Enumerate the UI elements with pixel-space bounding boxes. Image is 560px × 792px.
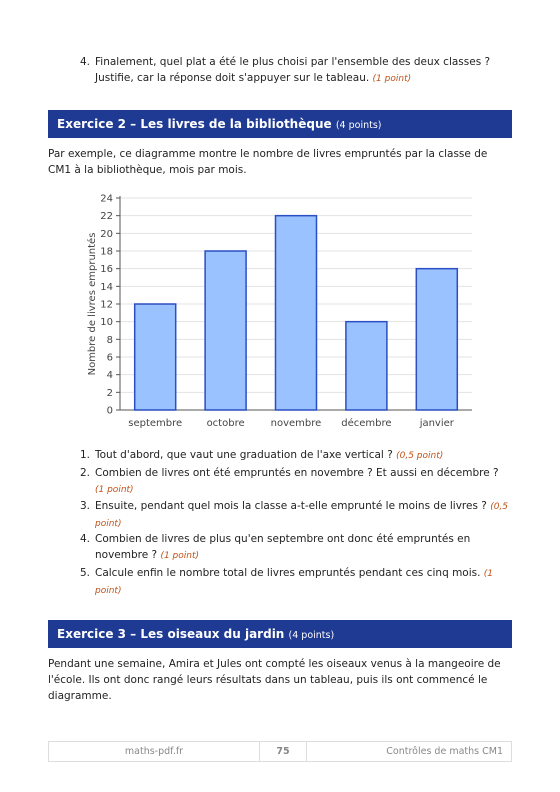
question-text: Finalement, quel plat a été le plus choisi par l'ensemble des deux classes ? Justifie, car la réponse doit s'appuyer sur le tableau. bbox=[95, 56, 491, 84]
y-tick-label: 0 bbox=[106, 405, 113, 417]
question-number: 3. bbox=[80, 500, 91, 512]
question-number: 1. bbox=[80, 449, 91, 461]
question-number: 4. bbox=[80, 56, 91, 68]
question-text: Tout d'abord, que vaut une graduation de l'axe vertical ? bbox=[95, 449, 393, 461]
exercise-2-intro: Par exemple, ce diagramme montre le nombre de livres empruntés par la classe de CM1 à la bibliothèque, mois par mois. bbox=[48, 148, 488, 176]
exercise-3-header bbox=[48, 620, 512, 648]
question-points: (1 point) bbox=[95, 485, 134, 495]
exercise-2-title: Exercice 2 – Les livres de la bibliothèque bbox=[57, 117, 332, 131]
y-tick-label: 12 bbox=[100, 299, 113, 311]
exercise-3-points: (4 points) bbox=[288, 630, 335, 641]
x-tick-label: novembre bbox=[270, 418, 322, 429]
question-text: Combien de livres de plus qu'en septembre ont donc été empruntés en novembre ? bbox=[95, 533, 471, 561]
question-text: Calcule enfin le nombre total de livres empruntés pendant ces cinq mois. bbox=[95, 567, 481, 579]
y-tick-label: 22 bbox=[100, 211, 113, 223]
question-points: (0,5 point) bbox=[95, 502, 509, 529]
question-item bbox=[80, 565, 510, 599]
footer-site: maths-pdf.fr bbox=[124, 746, 184, 757]
y-tick-label: 16 bbox=[100, 264, 113, 276]
question-item bbox=[80, 531, 510, 564]
x-tick-label: décembre bbox=[341, 418, 392, 429]
bar bbox=[416, 269, 457, 410]
question-text: Combien de livres ont été empruntés en novembre ? Et aussi en décembre ? bbox=[95, 467, 499, 479]
bar bbox=[346, 322, 387, 410]
x-tick-label: janvier bbox=[419, 418, 454, 429]
y-tick-label: 14 bbox=[100, 281, 113, 293]
exercise-3-intro: Pendant une semaine, Amira et Jules ont compté les oiseaux venus à la mangeoire de l'école. Ils ont donc rangé leurs résultats dans un tableau, puis ils ont commencé le diagramme. bbox=[48, 658, 501, 702]
question-item bbox=[80, 465, 510, 498]
question-points: (1 point) bbox=[160, 551, 200, 561]
y-tick-label: 10 bbox=[100, 317, 113, 329]
x-tick-label: octobre bbox=[206, 418, 245, 429]
question-text: Ensuite, pendant quel mois la classe a-t-elle emprunté le moins de livres ? bbox=[95, 500, 487, 512]
question-points: (0,5 point) bbox=[396, 451, 444, 461]
y-tick-label: 6 bbox=[106, 352, 113, 364]
question-item bbox=[80, 54, 510, 87]
y-tick-label: 4 bbox=[106, 370, 113, 382]
footer-page-number: 75 bbox=[259, 742, 307, 761]
bar bbox=[276, 216, 317, 410]
exercise-3-title: Exercice 3 – Les oiseaux du jardin bbox=[57, 627, 285, 641]
exercise-2-header bbox=[48, 110, 512, 138]
exercise-2-points: (4 points) bbox=[335, 120, 382, 131]
bar-chart bbox=[80, 188, 480, 433]
bar bbox=[135, 304, 176, 410]
y-tick-label: 24 bbox=[100, 193, 113, 205]
page-footer bbox=[48, 741, 512, 762]
y-axis-label: Nombre de livres empruntés bbox=[87, 232, 98, 376]
x-tick-label: septembre bbox=[128, 418, 183, 429]
footer-collection: Contrôles de maths CM1 bbox=[386, 746, 503, 757]
question-number: 5. bbox=[80, 567, 91, 579]
y-tick-label: 20 bbox=[100, 228, 113, 240]
y-tick-label: 18 bbox=[100, 246, 113, 258]
question-item bbox=[80, 447, 510, 464]
question-number: 2. bbox=[80, 467, 91, 479]
question-points: (1 point) bbox=[95, 569, 494, 596]
question-item bbox=[80, 498, 510, 532]
y-tick-label: 2 bbox=[106, 387, 113, 399]
question-number: 4. bbox=[80, 533, 91, 545]
bar bbox=[205, 251, 246, 410]
question-points: (1 point) bbox=[372, 74, 412, 84]
y-tick-label: 8 bbox=[106, 334, 113, 346]
